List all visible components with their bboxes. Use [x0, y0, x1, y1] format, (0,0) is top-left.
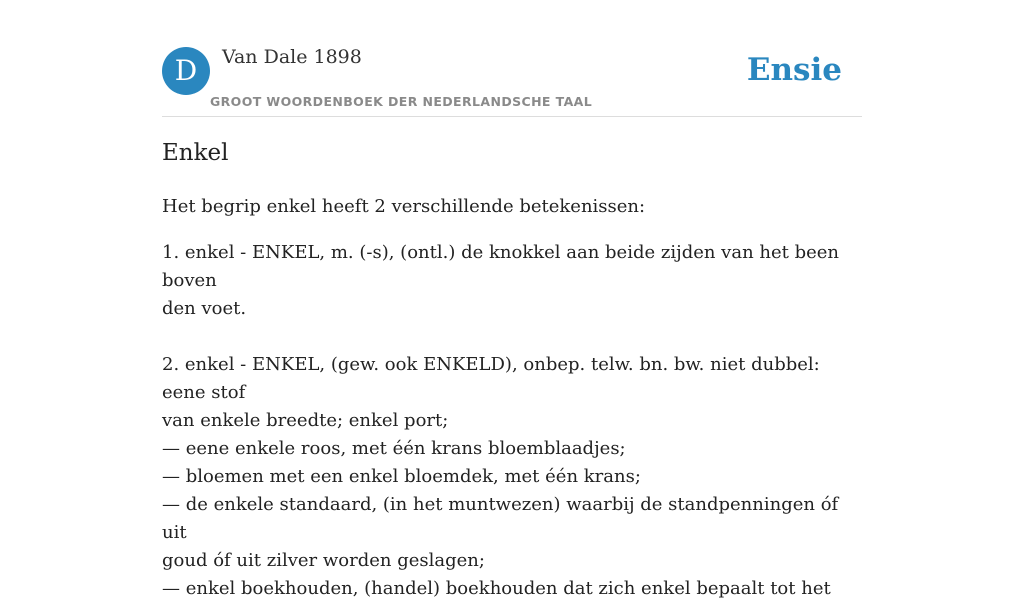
definition-line: — enkel boekhouden, (handel) boekhouden dat zich enkel bepaalt tot het	[162, 578, 831, 599]
page	[162, 0, 862, 599]
definition-line: — de enkele standaard, (in het muntwezen) waarbij de standpenningen óf uit	[162, 494, 839, 543]
ensie-logo-link[interactable]: Ensie	[746, 52, 842, 88]
definition-line: 1. enkel - ENKEL, m. (-s), (ontl.) de knokkel aan beide zijden van het been boven	[162, 242, 840, 291]
definition-line: den voet.	[162, 298, 247, 319]
entry-intro: Het begrip enkel heeft 2 verschillende betekenissen:	[162, 196, 646, 217]
site-header	[162, 0, 862, 117]
page-title: Enkel	[162, 140, 229, 166]
definition-line: — bloemen met een enkel bloemdek, met één krans;	[162, 466, 641, 487]
definition-1	[162, 239, 862, 323]
definition-line: goud óf uit zilver worden geslagen;	[162, 550, 485, 571]
source-logo[interactable]: D	[162, 47, 210, 95]
definition-line: 2. enkel - ENKEL, (gew. ook ENKELD), onbep. telw. bn. bw. niet dubbel: eene stof	[162, 354, 820, 403]
definition-spacer	[162, 323, 862, 351]
definitions-list	[162, 239, 862, 603]
definition-line: van enkele breedte; enkel port;	[162, 410, 449, 431]
source-title[interactable]: Van Dale 1898	[222, 46, 362, 68]
definition-2	[162, 351, 862, 603]
source-subtitle: GROOT WOORDENBOEK DER NEDERLANDSCHE TAAL	[210, 94, 593, 109]
definition-line: — eene enkele roos, met één krans bloemblaadjes;	[162, 438, 626, 459]
